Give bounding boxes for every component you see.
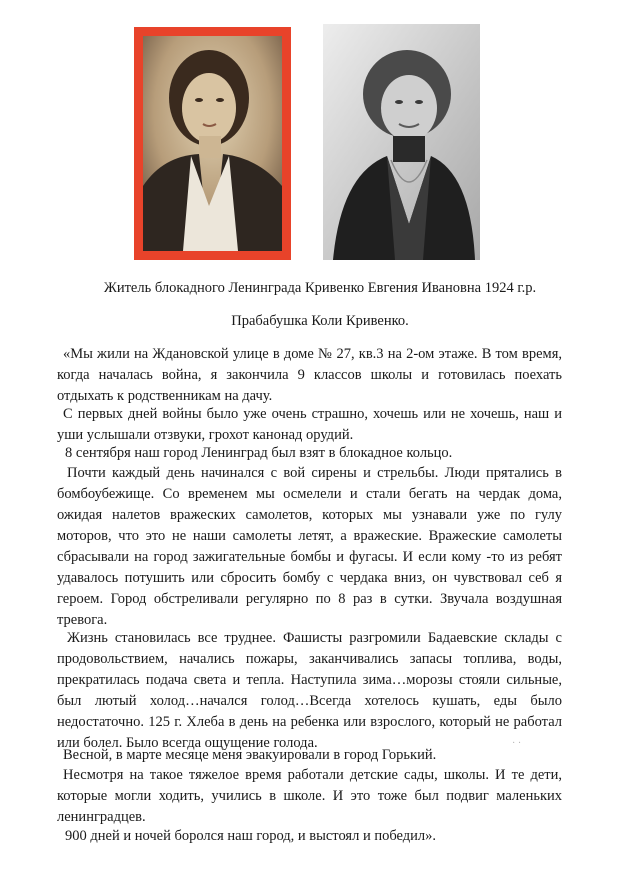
portrait-image-young: [143, 36, 282, 251]
paragraph-8: 900 дней и ночей боролся наш город, и выстоял и победил».: [65, 828, 437, 844]
elderly-woman-portrait: [323, 24, 480, 260]
paragraph-7: Несмотря на такое тяжелое время работали детские сады, школы. И те дети, которые могли ходить, учились в школе. И это тоже был подвиг маленьких ленинградцев.: [57, 767, 562, 825]
young-woman-portrait: [143, 36, 282, 251]
paragraph-4: Почти каждый день начинался с вой сирены и стрельбы. Люди прятались в бомбоубежище. Со временем мы осмелели и стали бегать на чердак дома, ожидая налетов вражеских самолетов, которых мы узнавали уже по гулу моторов, что это не наши самолеты летят, а вражеские. Вражеские самолеты сбрасывали на город зажигательные бомбы и фугасы. И если кому -то из ребят удавалось потушить или сбросить бомбу с чердака вниз, он чувствовал себ я героем. Город обстреливали регулярно по 8 раз в сутки. Звучала воздушная тревога.: [57, 465, 562, 628]
paragraph-1: «Мы жили на Ждановской улице в доме № 27, кв.3 на 2-ом этаже. В том время, когда началась война, я закончила 9 классов школы и готовилась поехать отдыхать к родственникам на дачу.: [57, 346, 562, 404]
portrait-photo-elderly: [323, 24, 480, 260]
paragraph-5: Жизнь становилась все труднее. Фашисты разгромили Бадаевские склады с продовольствием, начались пожары, заканчивались запасы топлива, воды, прекратилась подача света и тепла. Наступила зима…морозы стояли сильные, был лютый холод…начался голод…Всегда хотелось кушать, еды было недостаточно. 125 г. Хлеба в день на ребенка или взрослого, который не работал или болел. Было всегда ощущение голода.: [57, 630, 562, 751]
paragraph-2: С первых дней войны было уже очень страшно, хочешь или не хочешь, наш и уши услышали отзвуки, грохот канонад орудий.: [57, 406, 562, 443]
paragraph-6: Весной, в марте месяце меня эвакуировали в город Горький.: [63, 747, 437, 763]
caption-subtitle: Прабабушка Коли Кривенко.: [231, 313, 409, 329]
paragraph-3: 8 сентября наш город Ленинград был взят в блокадное кольцо.: [65, 445, 453, 461]
scan-speck: · ·: [512, 738, 522, 749]
portrait-photo-young: [134, 27, 291, 260]
photo-caption: Житель блокадного Ленинграда Кривенко Евгения Ивановна 1924 г.р.: [103, 280, 537, 296]
